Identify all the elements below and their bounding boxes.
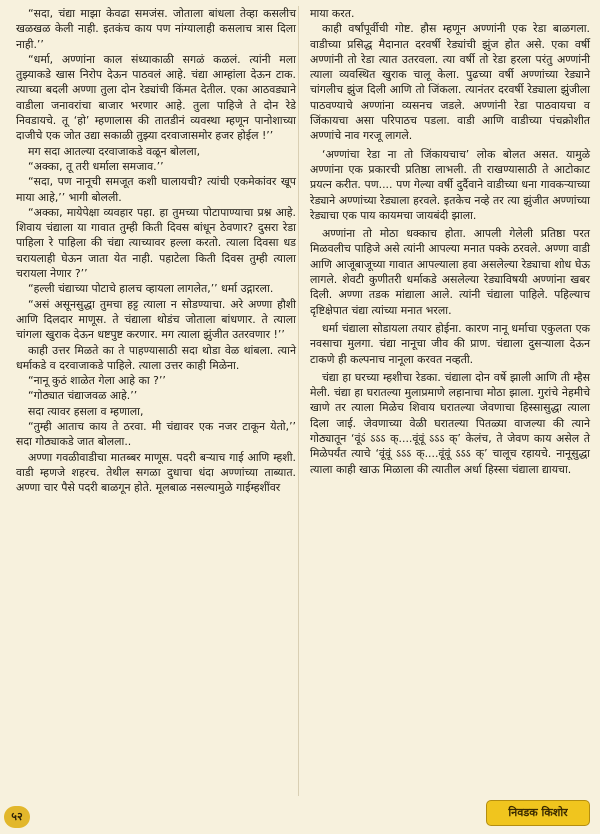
paragraph: माया करत. <box>310 7 355 20</box>
paragraph: “सदा, पण नानूची समजूत कशी घालायची? त्यांची एकमेकांवर खूप माया आहे,’’ भागी बोलली. <box>16 175 296 204</box>
paragraph: चंद्या हा घरच्या म्हशीचा रेडका. चंद्याला दोन वर्षे झाली आणि ती म्हैस मेली. चंद्या हा घरातल्या मुलाप्रमाणे लहानाचा मोठा झाला. गुरांचे नेहमीचे खाणे तर त्याला मिळेच शिवाय घरातल्या जेवणाचा हिस्सासुद्धा त्याला दिला जाई. जेवणाच्या वेळी घरातल्या पितळ्या वाजल्या की त्याने गोठ्यातून ‘वूंऽं ऽऽऽ क्‌....वूंवूं ऽऽऽ क्‌’ केलंच, ते जेवण काय असेल ते मिळेपर्यंत त्याचे ‘वूंवूं ऽऽऽ क्‌....वूंवूं ऽऽऽ क्‌’ चालूच रहायचे. नानूसुद्धा त्याला काही खाऊ मिळाला की त्यातील अर्धा हिस्सा चंद्याला द्यायचा. <box>310 370 590 476</box>
paragraph: “असं असूनसुद्धा तुमचा हट्ट त्याला न सोडण्याचा. अरे अण्णा हौशी आणि दिलदार माणूस. ते चंद्याला थोडंच जोताला बांधणार. ते त्याला चांगला खुराक देऊन धष्टपुष्ट करणार. मग त्याला झुंजीत उतरवणार !’’ <box>16 297 296 342</box>
right-text-column <box>310 6 590 477</box>
paragraph: “धर्मा, अण्णांना काल संध्याकाळी सगळं कळलं. त्यांनी मला तुझ्याकडे खास निरोप देऊन पाठवलं आहे. चंद्या आम्हांला देऊन टाक. त्याच्या बदली अण्णा तुला दोन रेड्यांची किंमत देतील. एका आठवड्याने वाडीला जनावरांचा बाजार भरणार आहे. तुला पाहिजे ते दोन रेडे निवडायचे. तू ‘हो’ म्हणालास की तातडीनं व्यवस्था म्हणून पानोशाच्या दाजीचे एक जोत उद्या सकाळी तुझ्या दरवाजासमोर हजर होईल !’’ <box>16 52 296 143</box>
paragraph: धर्मा चंद्याला सोडायला तयार होईना. कारण नानू धर्माचा एकुलता एक नवसाचा मुलगा. चंद्या नानूचा जीव की प्राण. चंद्याला दुसऱ्याला देऊन टाकणे ही कल्पनाच नानूला करवत नव्हती. <box>310 321 590 366</box>
paragraph: “अक्का, मायेपेक्षा व्यवहार पहा. हा तुमच्या पोटापाण्याचा प्रश्न आहे. शिवाय चंद्याला या गावात तुम्ही किती दिवस बांधून ठेवणार? दुसरा रेडा पाहिला रे पाहिला की चंद्या त्याच्यावर हल्ला करतो. त्याला दिवसा धड चरायलाही घेऊन जाता येत नाही. पहाटेला किती दिवस तुम्ही त्याला चरायला नेणार ?’’ <box>16 205 296 281</box>
paragraph: “नानू कुठं शाळेत गेला आहे का ?’’ <box>28 374 166 388</box>
paragraph: काही उत्तर मिळते का ते पाहण्यासाठी सदा थोडा वेळ थांबला. त्याने धर्माकडे व दरवाजाकडे पाहिले. त्याला उत्तर काही मिळेना. <box>16 343 296 372</box>
page-number: ५२ <box>4 806 30 828</box>
paragraph: “सदा, चंद्या माझा केवढा समजंस. जोताला बांधला तेव्हा कसलीच खळखळ केली नाही. इतकंच काय पण नांग्यालाही कसलाच त्रास दिला नाही.’’ <box>16 7 296 51</box>
paragraph: अण्णा गवळीवाडीचा मातब्बर माणूस. पदरी बऱ्याच गाई आणि म्हशी. वाडी म्हणजे शहरच. तेथील सगळा दुधाचा धंदा अण्णांच्या ताब्यात. अण्णा चार पैसे पदरी बाळगून होते. मूलबाळ नसल्यामुळे गाईम्हशींवर <box>16 450 296 495</box>
column-divider <box>298 6 299 796</box>
footer-label: निवडक किशोर <box>486 800 590 826</box>
left-text-column <box>16 6 296 496</box>
paragraph: “अक्का, तू तरी धर्माला समजाव.’’ <box>28 159 164 173</box>
paragraph: सदा त्यावर हसला व म्हणाला, <box>28 404 144 418</box>
paragraph: ‘अण्णांचा रेडा ना तो जिंकायचाच’ लोक बोलत असत. यामुळे अण्णांना एक प्रकारची प्रतिष्ठा लाभली. ती राखण्यासाठी ते आटोकाट प्रयत्न करीत. पण.... पण गेल्या वर्षी दुर्दैवाने वाडीच्या धना गावकऱ्याच्या रेड्याने अण्णांच्या रेड्याला हरवले. इतकेच नव्हे तर त्या झुंजीत अण्णांच्या रेड्याचा एक पाय कायमचा जायबंदी झाला. <box>310 147 590 222</box>
paragraph: मग सदा आतल्या दरवाजाकडे वळून बोलला, <box>28 144 201 158</box>
paragraph: काही वर्षांपूर्वीची गोष्ट. हौस म्हणून अण्णांनी एक रेडा बाळगला. वाडीच्या प्रसिद्ध मैदानात दरवर्षी रेड्यांची झुंज होत असे. एका वर्षी अण्णांनी तो रेडा त्यात उतरवला. त्या वर्षी तो रेडा हरला परंतु अण्णांनी त्याला व्यवस्थित खुराक चालू केला. पुढच्या वर्षी अण्णांच्या रेड्याने चांगलीच झुंज दिली आणि तो जिंकला. त्यानंतर दरवर्षी रेड्याला झुंजीला पाठवण्याचे अण्णांना व्यसनच जडले. अण्णांनी रेडा पाठवायचा व जिंकायचा असा परिपाठच पडला. वाडी आणि वाडीच्या पंचक्रोशीत अण्णांचे नाव गरजू लागले. <box>310 22 590 143</box>
paragraph: अण्णांना तो मोठा धक्काच होता. आपली गेलेली प्रतिष्ठा परत मिळवलीच पाहिजे असे त्यांनी आपल्या मनात पक्के ठरवले. अण्णा वाडी आणि आजूबाजूच्या गावात आपल्याला हवा असलेल्या रेड्याचा शोध घेऊ लागले. शेवटी कुणीतरी धर्माकडे असलेल्या रेड्याविषयी अण्णांना खबर दिली. अण्णा तडक मांद्याला आले. त्यांनी चंद्याला पाहिले. पहिल्याच दृष्टिक्षेपात चंद्या त्यांच्या मनात भरला. <box>310 227 590 317</box>
paragraph: “गोठ्यात चंद्याजवळ आहे.’’ <box>28 389 138 403</box>
paragraph: “तुम्ही आताच काय ते ठरवा. मी चंद्यावर एक नजर टाकून येतो,’’ सदा गोठ्याकडे जात बोलला.. <box>16 420 296 449</box>
paragraph: “हल्ली चंद्याच्या पोटाचे हालच व्हायला लागलेत,’’ धर्मा उद्गारला. <box>28 282 274 296</box>
